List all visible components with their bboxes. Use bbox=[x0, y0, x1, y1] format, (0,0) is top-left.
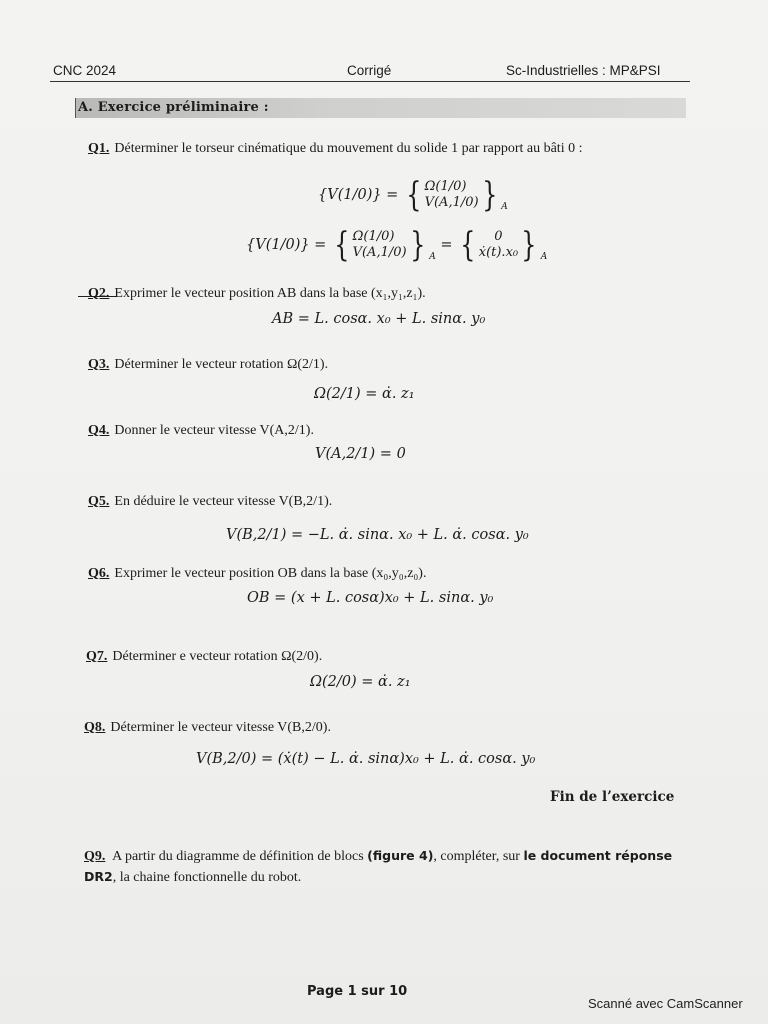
equation-q6: OB = (x + L. cosα)x₀ + L. sinα. y₀ bbox=[247, 590, 494, 606]
question-number: Q7. bbox=[86, 649, 108, 664]
equation-q1a: {V(1/0)} = { Ω(1/0) V(A,1/0) } A bbox=[318, 175, 508, 215]
q9-bold-figure: (figure 4) bbox=[367, 848, 434, 863]
question-number: Q8. bbox=[84, 720, 106, 735]
question-text: Déterminer e vecteur rotation Ω(2/0). bbox=[112, 649, 323, 664]
q9-text-3: , la chaine fonctionnelle du robot. bbox=[112, 870, 302, 885]
page-number: Page 1 sur 10 bbox=[307, 984, 408, 999]
torsor-top: 0 bbox=[494, 229, 503, 244]
equation-q3: Ω(2/1) = α̇. z₁ bbox=[314, 386, 415, 402]
scanner-watermark: Scanné avec CamScanner bbox=[588, 996, 743, 1011]
question-number: Q6. bbox=[88, 566, 110, 581]
header-section: Sc-Industrielles : MP&PSI bbox=[506, 63, 661, 78]
question-q6 bbox=[88, 564, 426, 584]
header-corrige: Corrigé bbox=[347, 63, 392, 78]
equation-q1b: {V(1/0)} = { Ω(1/0) V(A,1/0) } A = { 0 ẋ(t).x₀ } A bbox=[246, 225, 548, 265]
equation-q8: V(B,2/0) = (ẋ(t) − L. α̇. sinα)x₀ + L. α̇. cosα. y₀ bbox=[196, 751, 536, 767]
question-number: Q3. bbox=[88, 357, 110, 372]
header-rule bbox=[50, 81, 690, 82]
question-q7 bbox=[86, 647, 322, 667]
equation-q4: V(A,2/1) = 0 bbox=[315, 446, 406, 462]
question-text: Déterminer le torseur cinématique du mouvement du solide 1 par rapport au bâti 0 : bbox=[114, 141, 583, 156]
q9-bold-document: le document réponse DR2 bbox=[84, 848, 673, 884]
equation-lhs: {V(1/0)} = bbox=[246, 237, 327, 253]
question-q3 bbox=[88, 355, 328, 375]
q9-text-2: , compléter, sur bbox=[433, 849, 520, 864]
question-text: Exprimer le vecteur position AB dans la base (x₁,y₁,z₁). bbox=[114, 286, 426, 301]
torsor-top: Ω(1/0) bbox=[352, 229, 395, 244]
question-text: Déterminer le vecteur vitesse V(B,2/0). bbox=[110, 720, 331, 735]
question-number: Q2. bbox=[88, 286, 110, 301]
section-title: A. Exercice préliminaire : bbox=[78, 100, 269, 115]
torsor-bottom: V(A,1/0) bbox=[352, 245, 407, 260]
question-text: Donner le vecteur vitesse V(A,2/1). bbox=[114, 423, 314, 438]
equation-q2: AB = L. cosα. x₀ + L. sinα. y₀ bbox=[272, 311, 486, 327]
question-q9 bbox=[84, 846, 684, 888]
torsor-bottom: ẋ(t).x₀ bbox=[478, 245, 519, 260]
question-number: Q5. bbox=[88, 494, 110, 509]
question-q1 bbox=[88, 139, 658, 159]
question-number: Q4. bbox=[88, 423, 110, 438]
end-of-exercise: Fin de l’exercice bbox=[550, 789, 675, 805]
question-q4 bbox=[88, 421, 314, 441]
question-text: Déterminer le vecteur rotation Ω(2/1). bbox=[114, 357, 329, 372]
question-q5 bbox=[88, 492, 332, 512]
question-text: Exprimer le vecteur position OB dans la base (x₀,y₀,z₀). bbox=[114, 566, 427, 581]
q9-text-1: A partir du diagramme de définition de blocs bbox=[112, 849, 364, 864]
header-exam: CNC 2024 bbox=[53, 63, 117, 78]
question-q8 bbox=[84, 718, 331, 738]
question-number: Q9. bbox=[84, 849, 106, 864]
question-text: En déduire le vecteur vitesse V(B,2/1). bbox=[114, 494, 333, 509]
torsor-top: Ω(1/0) bbox=[424, 179, 467, 194]
question-number: Q1. bbox=[88, 141, 110, 156]
question-q2 bbox=[88, 284, 426, 304]
torsor-bottom: V(A,1/0) bbox=[424, 195, 479, 210]
equation-lhs: {V(1/0)} = bbox=[318, 187, 399, 203]
equation-q7: Ω(2/0) = α̇. z₁ bbox=[310, 674, 411, 690]
equation-q5: V(B,2/1) = −L. α̇. sinα. x₀ + L. α̇. cosα. y₀ bbox=[226, 527, 529, 543]
